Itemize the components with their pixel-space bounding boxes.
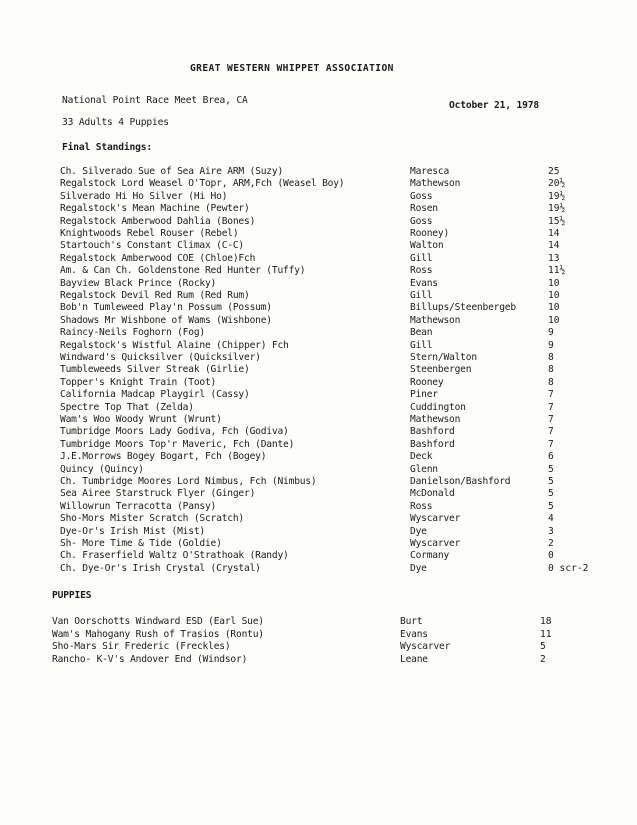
dog-name: Tumbridge Moors Top'r Maveric, Fch (Dante) — [60, 438, 295, 450]
standing-row — [0, 426, 637, 439]
standing-row — [0, 451, 637, 464]
dog-name: Ch. Dye-Or's Irish Crystal (Crystal) — [60, 562, 261, 574]
owner-name: Stern/Walton — [410, 352, 477, 363]
owner-name: Goss — [410, 190, 433, 202]
standing-row — [0, 377, 637, 390]
points-value: 10 — [548, 314, 560, 326]
dog-name: Rancho- K-V's Andover End (Windsor) — [52, 653, 248, 665]
owner-name: Gill — [410, 252, 433, 264]
dog-name: Wam's Mahogany Rush of Trasios (Rontu) — [52, 628, 264, 640]
standing-row — [0, 550, 637, 563]
standing-row — [0, 476, 637, 489]
standing-row — [0, 203, 637, 216]
document-title: GREAT WESTERN WHIPPET ASSOCIATION — [190, 63, 394, 74]
points-value: 5 — [540, 641, 546, 652]
owner-name: Rosen — [410, 203, 438, 215]
owner-name: Cuddington — [410, 401, 466, 413]
standing-row — [0, 191, 637, 204]
standing-row — [0, 501, 637, 514]
dog-name: Spectre Top That (Zelda) — [60, 401, 194, 413]
standing-row — [0, 616, 637, 629]
points-value: 8 — [548, 364, 554, 376]
meet-info: National Point Race Meet Brea, CA — [62, 95, 248, 106]
owner-name: Billups/Steenbergeb — [410, 302, 516, 314]
dog-name: Dye-Or's Irish Mist (Mist) — [60, 525, 205, 537]
owner-name: Maresca — [410, 166, 450, 177]
points-value: 10 — [548, 290, 560, 301]
standing-row — [0, 352, 637, 365]
points-value: 9 — [548, 327, 554, 339]
points-value: 8 — [548, 352, 554, 363]
dog-name: Regalstock Lord Weasel O'Topr, ARM,Fch (Weasel Boy) — [60, 178, 345, 190]
points-value: 7 — [548, 426, 554, 438]
dog-name: Regalstock's Mean Machine (Pewter) — [60, 203, 250, 215]
owner-name: Bean — [410, 327, 433, 339]
points-value: 13 — [548, 252, 560, 264]
standing-row — [0, 654, 637, 667]
owner-name: Wyscarver — [410, 538, 461, 549]
points-value: 5 — [548, 476, 554, 487]
points-value: 2 — [548, 538, 554, 549]
owner-name: Deck — [410, 451, 433, 463]
points-value: 6 — [548, 451, 554, 463]
points-value: 19½ — [548, 190, 566, 202]
points-value: 5 — [548, 488, 554, 500]
dog-name: J.E.Morrows Bogey Bogart, Fch (Bogey) — [60, 451, 267, 463]
owner-name: Piner — [410, 389, 438, 401]
dog-name: Windward's Quicksilver (Quicksilver) — [60, 352, 261, 363]
standing-row — [0, 364, 637, 377]
standing-row — [0, 439, 637, 452]
points-value: 0 — [548, 550, 554, 562]
standing-row — [0, 240, 637, 253]
final-standings-heading: Final Standings: — [62, 142, 153, 153]
owner-name: Bashford — [410, 438, 455, 450]
points-value: 7 — [548, 438, 554, 450]
points-value: 3 — [548, 525, 554, 537]
owner-name: Rooney — [410, 376, 444, 388]
dog-name: Regalstock Amberwood COE (Chloe)Fch — [60, 252, 256, 264]
dog-name: Topper's Knight Train (Toot) — [60, 376, 217, 388]
owner-name: McDonald — [410, 488, 455, 500]
points-value: 10 — [548, 277, 560, 289]
points-value: 11½ — [548, 265, 566, 277]
dog-name: Sho-Mors Mister Scratch (Scratch) — [60, 513, 245, 525]
standing-row — [0, 278, 637, 291]
points-value: 0 scr-2 — [548, 562, 589, 574]
owner-name: Rooney) — [410, 228, 450, 239]
standing-row — [0, 641, 637, 654]
points-value: 10 — [548, 302, 560, 314]
standing-row — [0, 526, 637, 539]
dog-name: Startouch's Constant Climax (C-C) — [60, 240, 245, 252]
points-value: 20½ — [548, 178, 566, 190]
points-value: 7 — [548, 401, 554, 413]
owner-name: Gill — [410, 339, 433, 351]
owner-name: Mathewson — [410, 314, 461, 326]
owner-name: Ross — [410, 265, 433, 277]
standing-row — [0, 216, 637, 229]
owner-name: Evans — [400, 628, 428, 640]
dog-name: Knightwoods Rebel Rouser (Rebel) — [60, 228, 239, 239]
standing-row — [0, 228, 637, 241]
standing-row — [0, 166, 637, 179]
owner-name: Leane — [400, 653, 428, 665]
owner-name: Mathewson — [410, 414, 461, 425]
dog-name: Regalstock's Wistful Alaine (Chipper) Fch — [60, 339, 289, 351]
dog-name: Regalstock Devil Red Rum (Red Rum) — [60, 290, 250, 301]
standing-row — [0, 464, 637, 477]
dog-name: Bayview Black Prince (Rocky) — [60, 277, 217, 289]
points-value: 11 — [540, 628, 552, 640]
standing-row — [0, 265, 637, 278]
standing-row — [0, 290, 637, 303]
dog-name: Ch. Fraserfield Waltz O'Strathoak (Randy) — [60, 550, 289, 562]
standing-row — [0, 178, 637, 191]
standing-row — [0, 488, 637, 501]
dog-name: Sh- More Time & Tide (Goldie) — [60, 538, 222, 549]
owner-name: Gill — [410, 290, 433, 301]
dog-name: Silverado Hi Ho Silver (Hi Ho) — [60, 190, 228, 202]
owner-name: Wyscarver — [410, 513, 461, 525]
dog-name: Shadows Mr Wishbone of Wams (Wishbone) — [60, 314, 272, 326]
standing-row — [0, 629, 637, 642]
standing-row — [0, 302, 637, 315]
owner-name: Dye — [410, 525, 427, 537]
points-value: 14 — [548, 240, 560, 252]
owner-name: Walton — [410, 240, 444, 252]
standing-row — [0, 563, 637, 576]
puppies-heading: PUPPIES — [52, 590, 92, 601]
entry-counts: 33 Adults 4 Puppies — [62, 117, 169, 128]
points-value: 25 — [548, 166, 560, 177]
dog-name: Ch. Silverado Sue of Sea Aire ARM (Suzy) — [60, 166, 284, 177]
dog-name: Raincy-Neils Foghorn (Fog) — [60, 327, 205, 339]
owner-name: Burt — [400, 616, 423, 627]
owner-name: Evans — [410, 277, 438, 289]
standing-row — [0, 389, 637, 402]
owner-name: Goss — [410, 215, 433, 227]
standing-row — [0, 414, 637, 427]
points-value: 9 — [548, 339, 554, 351]
owner-name: Dye — [410, 562, 427, 574]
dog-name: Tumbridge Moors Lady Godiva, Fch (Godiva) — [60, 426, 289, 438]
standing-row — [0, 513, 637, 526]
owner-name: Mathewson — [410, 178, 461, 190]
dog-name: Quincy (Quincy) — [60, 463, 144, 475]
points-value: 2 — [540, 653, 546, 665]
dog-name: Ch. Tumbridge Moores Lord Nimbus, Fch (Nimbus) — [60, 476, 317, 487]
standing-row — [0, 340, 637, 353]
standing-row — [0, 402, 637, 415]
dog-name: California Madcap Playgirl (Cassy) — [60, 389, 250, 401]
dog-name: Regalstock Amberwood Dahlia (Bones) — [60, 215, 256, 227]
owner-name: Danielson/Bashford — [410, 476, 511, 487]
owner-name: Ross — [410, 500, 433, 512]
points-value: 8 — [548, 376, 554, 388]
standing-row — [0, 315, 637, 328]
meet-date: October 21, 1978 — [449, 100, 540, 111]
dog-name: Bob'n Tumleweed Play'n Possum (Possum) — [60, 302, 272, 314]
points-value: 14 — [548, 228, 560, 239]
owner-name: Cormany — [410, 550, 450, 562]
dog-name: Van Oorschotts Windward ESD (Earl Sue) — [52, 616, 264, 627]
points-value: 7 — [548, 414, 554, 425]
points-value: 15½ — [548, 215, 566, 227]
owner-name: Wyscarver — [400, 641, 451, 652]
dog-name: Am. & Can Ch. Goldenstone Red Hunter (Tuffy) — [60, 265, 306, 277]
standing-row — [0, 538, 637, 551]
dog-name: Sea Airee Starstruck Flyer (Ginger) — [60, 488, 256, 500]
owner-name: Steenbergen — [410, 364, 472, 376]
dog-name: Sho-Mars Sir Frederic (Freckles) — [52, 641, 231, 652]
standing-row — [0, 327, 637, 340]
owner-name: Bashford — [410, 426, 455, 438]
points-value: 7 — [548, 389, 554, 401]
dog-name: Willowrun Terracotta (Pansy) — [60, 500, 217, 512]
dog-name: Wam's Woo Woody Wrunt (Wrunt) — [60, 414, 222, 425]
points-value: 5 — [548, 500, 554, 512]
owner-name: Glenn — [410, 463, 438, 475]
dog-name: Tumbleweeds Silver Streak (Girlie) — [60, 364, 250, 376]
points-value: 19½ — [548, 203, 566, 215]
points-value: 18 — [540, 616, 552, 627]
points-value: 5 — [548, 463, 554, 475]
points-value: 4 — [548, 513, 554, 525]
standing-row — [0, 253, 637, 266]
